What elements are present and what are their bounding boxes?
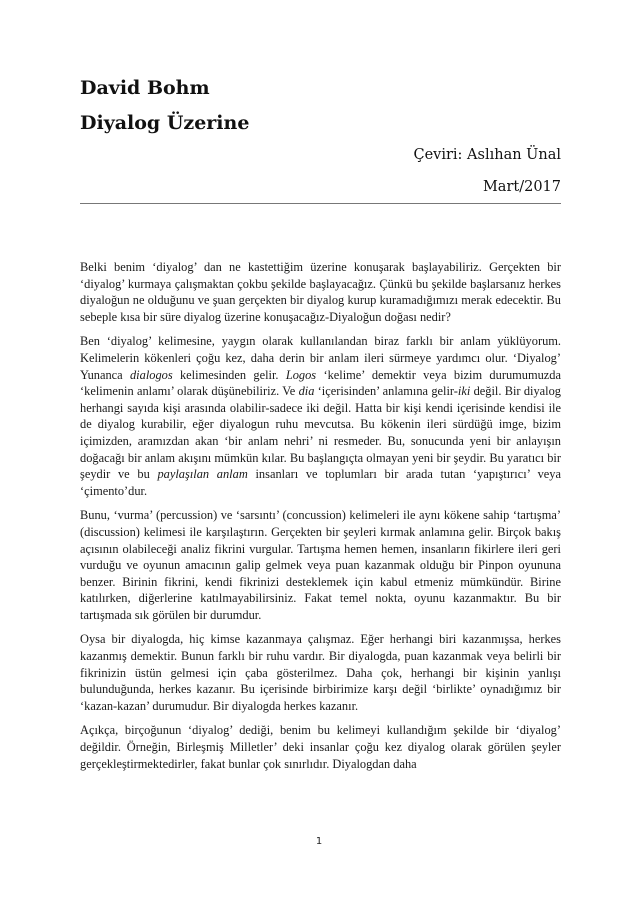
paragraph-3: Bunu, ‘vurma’ (percussion) ve ‘sarsıntı’ (concussion) kelimeleri ile aynı kökene sahip ‘tartışma’ (discussion) kelimesi ile karşılaştırın. Gerçekten bir şeyleri kırmak anlamına gelir. Birçok bakış açısının olabileceği analiz fikrini vurgular. Tartışma hemen hemen, insanların fikirlere ileri geri vurduğu ve oyunun amacının galip gelmek veya puan kazanmak olduğu bir Pinpon oyununa benzer. Birinin fikrini, kendi fikrinizi desteklemek için kabul etmeniz mümkündür. Birine katılırken, diğerlerine katılmayabilirsiniz. Fakat temel nokta, oyunu kazanmaktır. Bu bir tartışmada sık görülen bir durumdur. <box>80 508 561 622</box>
paragraph-2 <box>80 333 561 499</box>
term-iki: iki <box>457 384 471 399</box>
body-text <box>80 259 561 780</box>
term-dialogos: dialogos <box>129 367 173 382</box>
paragraph-2-text-e: değil. Bir diyalog herhangi sayıda kişi arasında olabilir-sadece iki değil. Hatta bir kişi kendi içerisinde kendisi ile de diyalog kurabilir, eğer diyalogun ruhu mevcutsa. Bu kökenin ileri sürdüğü imge, bizim içimizden, aramızdan akan ‘bir anlam nehri’ ni resmeder. Bu, sonucunda yeni bir anlayışın doğacağı bir anlam akışını mümkün kılar. Bu başlangıçta olmayan yeni bir şeydir. Bu yaratıcı bir şeydir ve bu <box>80 384 562 482</box>
page-number: 1 <box>315 836 323 847</box>
translator-line: Çeviri: Aslıhan Ünal <box>413 147 561 163</box>
author-name: David Bohm <box>80 77 210 99</box>
paragraph-2-text-f: insanları ve toplumları bir arada tutan ‘yapıştırıcı’ veya ‘çimento’dur. <box>80 467 561 498</box>
document-title: Diyalog Üzerine <box>80 112 250 134</box>
paragraph-2-text-d: ‘içerisinden’ anlamına gelir- <box>314 384 458 399</box>
header-divider <box>80 203 561 204</box>
paragraph-5: Açıkça, birçoğunun ‘diyalog’ dediği, benim bu kelimeyi kullandığım şekilde bir ‘diyalog’ değildir. Örneğin, Birleşmiş Milletler’ deki insanlar çoğu kez diyalog olarak görülen şeyler gerçekleştirmektedirler, fakat bunlar çok sınırlıdır. Diyalogdan daha <box>80 723 561 771</box>
paragraph-2-text-c: ‘kelime’ demektir veya bizim durumumuzda ‘kelimenin anlamı’ olarak düşünebiliriz. Ve <box>80 367 561 399</box>
paragraph-4: Oysa bir diyalogda, hiç kimse kazanmaya çalışmaz. Eğer herhangi biri kazanmışsa, herkes kazanmış demektir. Bunun farklı bir ruhu vardır. Bir diyalogda, puan kazanmak veya belirli bir fikrinizin üstün gelmesi için çaba gösterilmez. Daha çok, herhangi bir kişinin yanlışı bulunduğunda, herkes kazanır. Bu içerisinde birbirimize karşı değil ‘birlikte’ oynadığımız bir ‘kazan-kazan’ durumudur. Bir diyalogda herkes kazanır. <box>80 632 561 713</box>
term-logos: Logos <box>285 367 317 382</box>
term-dia: dia <box>298 384 315 399</box>
paragraph-2-text-b: kelimesinden gelir. <box>172 367 286 382</box>
paragraph-2-text-a: Ben ‘diyalog’ kelimesine, yaygın olarak kullanılandan biraz farklı bir anlam yüklüyorum. Kelimelerin kökenleri çoğu kez, daha derin bir anlam ileri sürmeye yardımcı olur. ‘Diyalog’ Yunanca <box>80 334 561 382</box>
date-line: Mart/2017 <box>482 179 561 195</box>
paragraph-1: Belki benim ‘diyalog’ dan ne kastettiğim üzerine konuşarak başlayabiliriz. Gerçekten bir ‘diyalog’ kurmaya çalışmaktan çokbu şekilde başlayacağız. Çünkü bu şekilde başlarsanız herkes diyaloğun ne olduğunu ve şuan gerçekten bir diyalog kurup kuramadığımızı merak edecektir. Bu sebeple kısa bir süre diyalog üzerine konuşacağız-Diyaloğun doğası nedir? <box>80 260 561 324</box>
term-paylasilan-anlam: paylaşılan anlam <box>157 467 248 482</box>
